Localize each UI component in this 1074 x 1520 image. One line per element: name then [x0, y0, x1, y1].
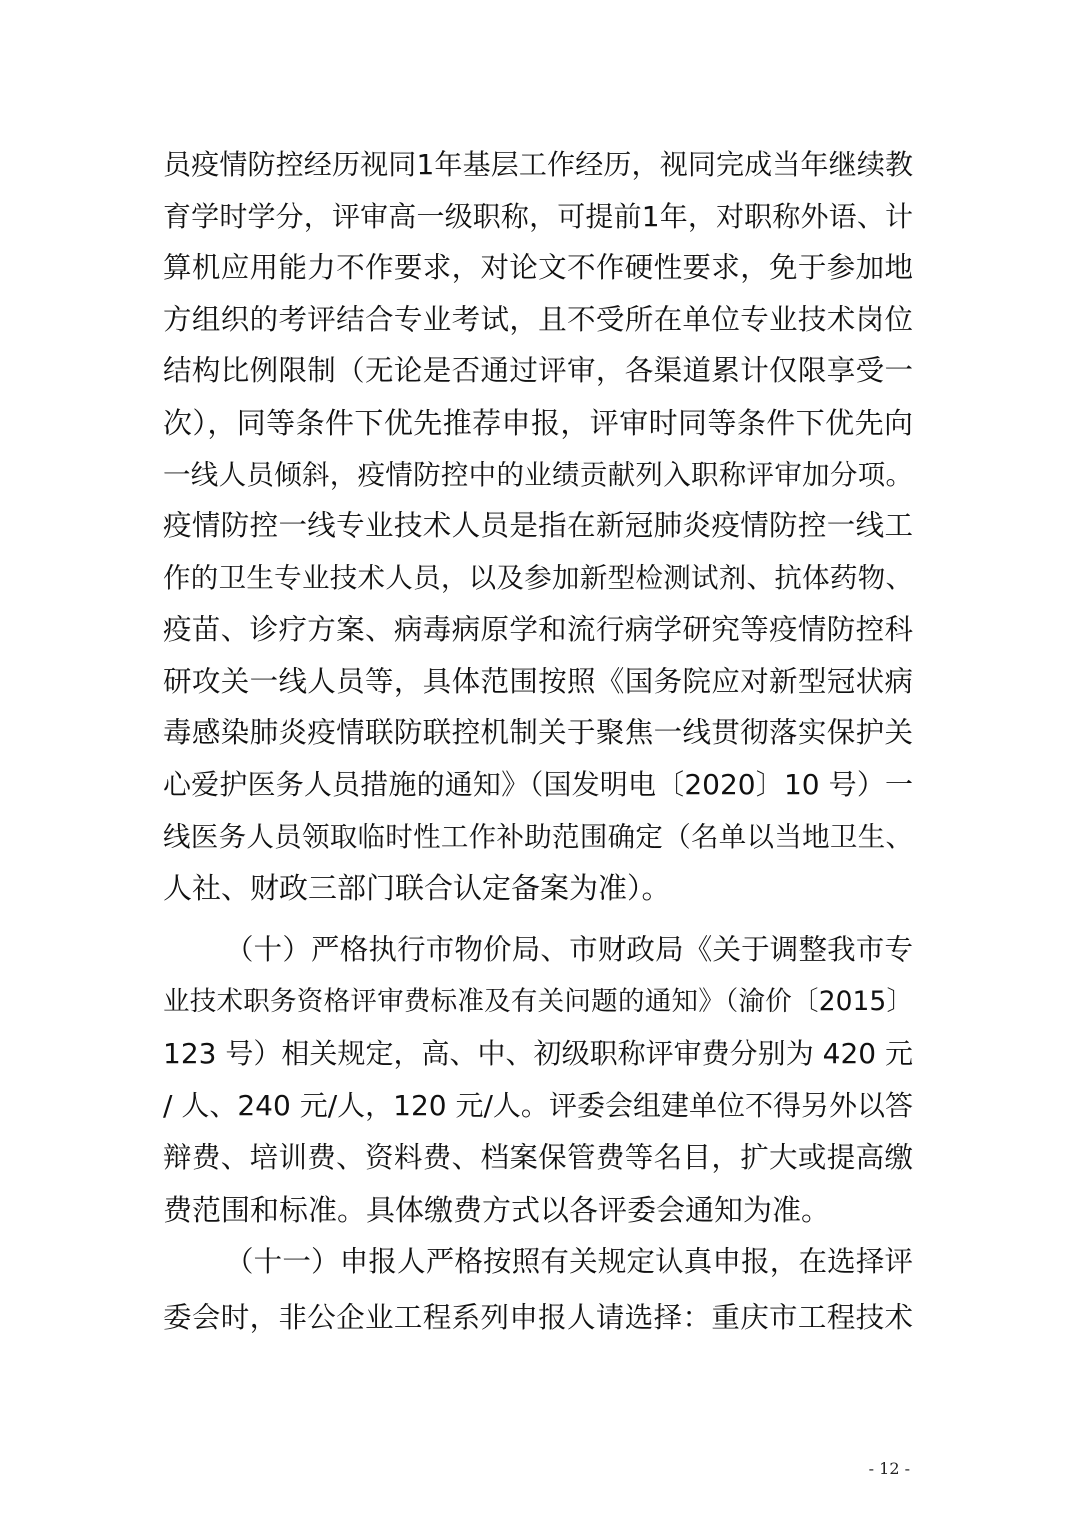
text-line: 育学时学分，评审高一级职称，可提前1年，对职称外语、计 [163, 200, 913, 233]
text-line: 毒感染肺炎疫情联防联控机制关于聚焦一线贯彻落实保护关 [163, 716, 913, 749]
text-line: 委会时，非公企业工程系列申报人请选择：重庆市工程技术 [163, 1301, 913, 1334]
text-line: 线医务人员领取临时性工作补助范围确定（名单以当地卫生、 [163, 821, 913, 853]
text-line: 员疫情防控经历视同1年基层工作经历，视同完成当年继续教 [163, 148, 913, 181]
text-line: 研攻关一线人员等，具体范围按照《国务院应对新型冠状病 [163, 665, 913, 698]
text-line: 费范围和标准。具体缴费方式以各评委会通知为准。 [163, 1193, 831, 1227]
text-line: 疫苗、诊疗方案、病毒病原学和流行病学研究等疫情防控科 [163, 613, 913, 646]
text-line: （十一）申报人严格按照有关规定认真申报，在选择评 [225, 1245, 913, 1278]
text-line: 123 号）相关规定，高、中、初级职称评审费分别为 420 元 [163, 1037, 913, 1070]
text-line: （十）严格执行市物价局、市财政局《关于调整我市专 [225, 933, 913, 966]
text-line: 方组织的考评结合专业考试，且不受所在单位专业技术岗位 [163, 303, 913, 336]
text-line: 一线人员倾斜，疫情防控中的业绩贡献列入职称评审加分项。 [163, 459, 913, 491]
text-line: 业技术职务资格评审费标准及有关问题的通知》（渝价〔2015〕 [163, 986, 913, 1017]
text-line: 心爱护医务人员措施的通知》（国发明电〔2020〕10 号）一 [163, 768, 913, 801]
text-line: 次），同等条件下优先推荐申报，评审时同等条件下优先向 [163, 406, 913, 440]
page-number: - 12 - [868, 1459, 910, 1478]
text-line: 辩费、培训费、资料费、档案保管费等名目，扩大或提高缴 [163, 1141, 913, 1174]
text-line: 算机应用能力不作要求，对论文不作硬性要求，免于参加地 [163, 251, 913, 284]
text-line: 人社、财政三部门联合认定备案为准）。 [163, 871, 671, 905]
text-line: 作的卫生专业技术人员，以及参加新型检测试剂、抗体药物、 [163, 562, 913, 594]
text-line: 疫情防控一线专业技术人员是指在新冠肺炎疫情防控一线工 [163, 509, 913, 542]
text-line: / 人、240 元/人，120 元/人。评委会组建单位不得另外以答 [163, 1089, 913, 1122]
text-line: 结构比例限制（无论是否通过评审，各渠道累计仅限享受一 [163, 354, 913, 387]
